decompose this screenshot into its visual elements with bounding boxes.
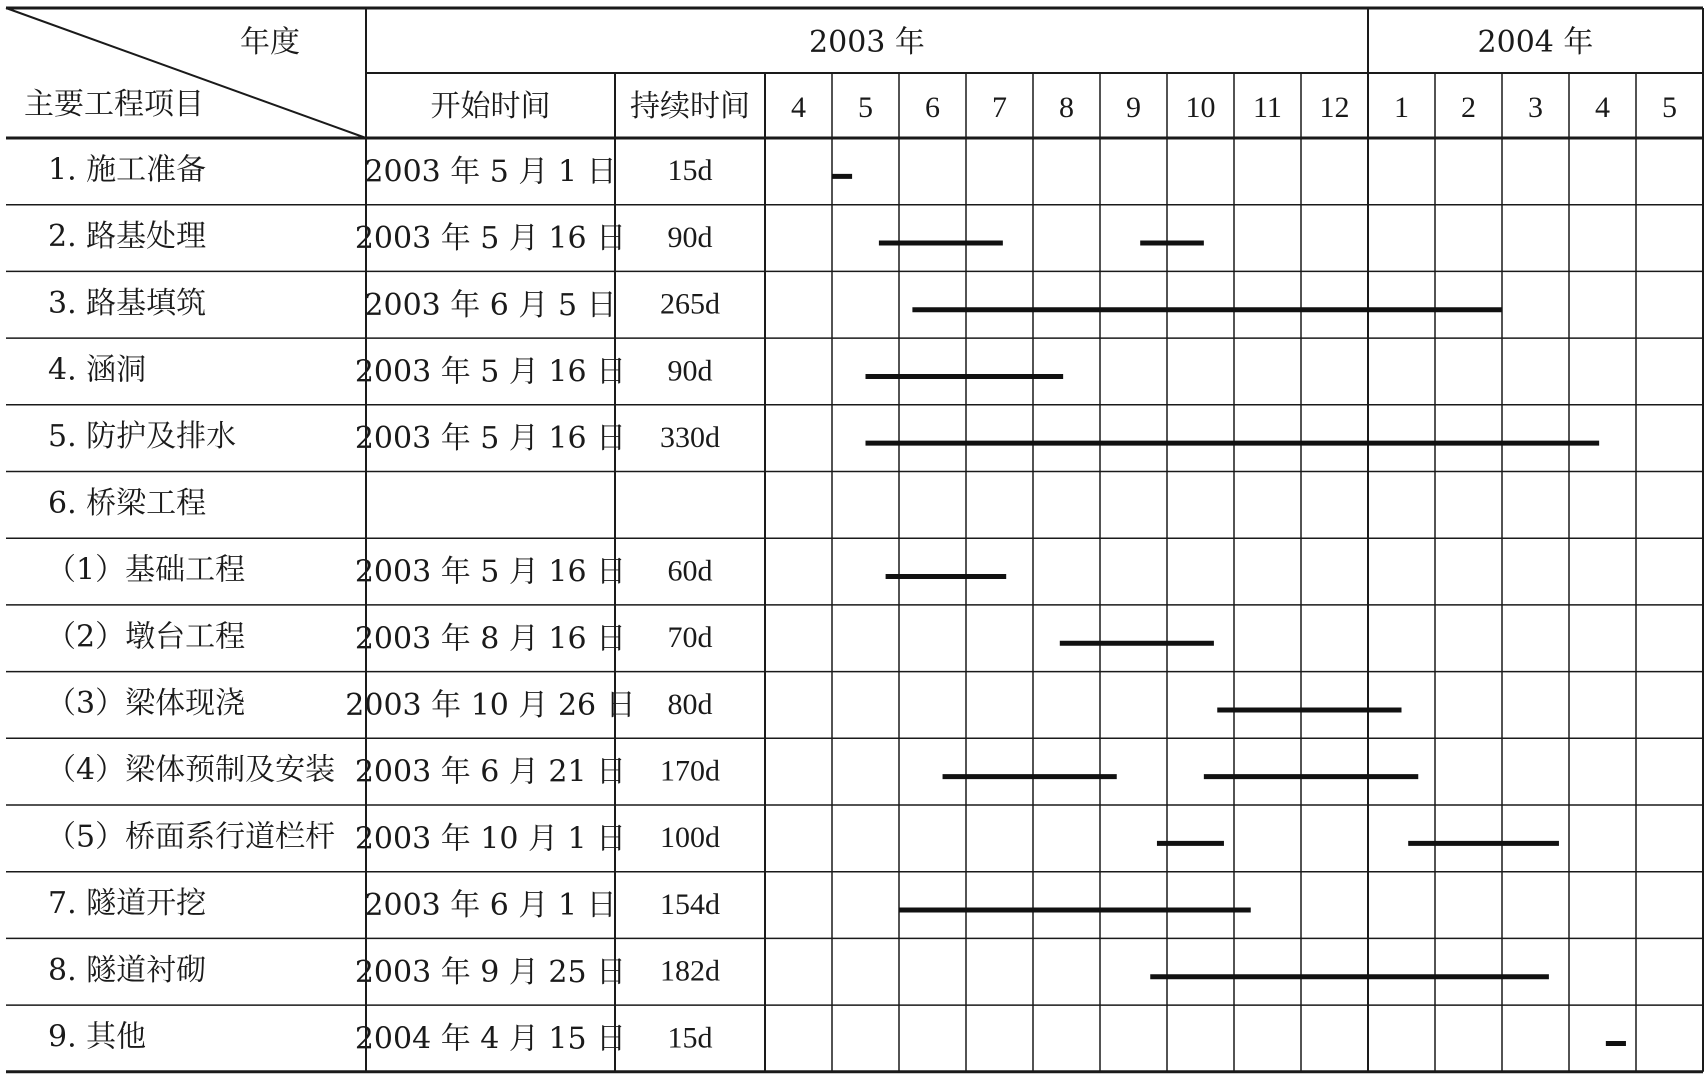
- task-start-date: 2003 年 5 月 16 日: [354, 421, 627, 457]
- corner-label-project: 主要工程项目: [24, 87, 204, 122]
- year-label: 2003 年: [809, 25, 925, 60]
- task-duration: 60d: [667, 554, 713, 588]
- table-row: [48, 219, 713, 256]
- table-row: [48, 953, 720, 990]
- month-label: 9: [1126, 90, 1141, 124]
- task-start-date: 2003 年 5 月 1 日: [364, 154, 617, 190]
- grid-lines: [6, 8, 1703, 1072]
- table-row: [48, 419, 720, 456]
- table-row: [46, 753, 720, 790]
- month-label: 10: [1185, 90, 1216, 124]
- gantt-bars: [832, 176, 1626, 1043]
- task-start-date: 2003 年 6 月 5 日: [364, 287, 617, 323]
- task-name: 9. 其他: [48, 1019, 147, 1055]
- task-start-date: 2003 年 10 月 1 日: [354, 821, 627, 857]
- task-name: 3. 路基填筑: [48, 285, 207, 321]
- task-name: （5）桥面系行道栏杆: [46, 819, 336, 855]
- month-label: 8: [1059, 90, 1074, 124]
- task-start-date: 2004 年 4 月 15 日: [354, 1021, 627, 1057]
- task-duration: 70d: [667, 621, 713, 655]
- month-label: 2: [1461, 90, 1476, 124]
- task-start-date: 2003 年 5 月 16 日: [354, 354, 627, 390]
- month-label: 3: [1528, 90, 1543, 124]
- task-name: （2）墩台工程: [46, 619, 246, 655]
- month-label: 5: [858, 90, 873, 124]
- column-header-duration: 持续时间: [630, 89, 750, 124]
- task-name: 6. 桥梁工程: [48, 485, 207, 521]
- task-start-date: 2003 年 10 月 26 日: [345, 687, 636, 723]
- month-label: 1: [1394, 90, 1409, 124]
- task-duration: 80d: [667, 687, 713, 721]
- month-label: 7: [992, 90, 1007, 124]
- table-row: [46, 819, 720, 856]
- task-name: 7. 隧道开挖: [48, 886, 207, 922]
- table-row: [48, 152, 713, 189]
- task-name: 4. 涵洞: [48, 352, 147, 388]
- task-duration: 330d: [660, 421, 720, 455]
- table-row: [46, 553, 713, 590]
- task-start-date: 2003 年 9 月 25 日: [354, 954, 627, 990]
- column-header-start: 开始时间: [430, 89, 551, 124]
- month-label: 4: [1595, 90, 1610, 124]
- table-row: [48, 1019, 713, 1056]
- task-name: 5. 防护及排水: [48, 419, 237, 455]
- task-start-date: 2003 年 6 月 21 日: [354, 754, 627, 790]
- table-row: [48, 352, 713, 389]
- corner-label-year: 年度: [240, 25, 300, 60]
- task-duration: 90d: [667, 354, 713, 388]
- month-label: 5: [1662, 90, 1677, 124]
- task-duration: 90d: [667, 220, 713, 254]
- task-duration: 182d: [660, 954, 720, 988]
- task-name: （4）梁体预制及安装: [46, 752, 336, 788]
- month-label: 6: [925, 90, 940, 124]
- task-name: 1. 施工准备: [48, 152, 207, 188]
- table-row: [46, 619, 713, 656]
- task-name: 8. 隧道衬砌: [48, 952, 207, 988]
- task-duration: 100d: [660, 821, 720, 855]
- table-row: [48, 286, 720, 323]
- month-label: 4: [791, 90, 806, 124]
- task-name: 2. 路基处理: [48, 219, 207, 255]
- month-label: 11: [1253, 90, 1282, 124]
- task-duration: 170d: [660, 754, 720, 788]
- year-label: 2004 年: [1477, 25, 1594, 60]
- task-start-date: 2003 年 8 月 16 日: [354, 621, 627, 657]
- task-start-date: 2003 年 5 月 16 日: [354, 554, 627, 590]
- task-start-date: 2003 年 6 月 1 日: [364, 888, 617, 924]
- table-row: [46, 686, 713, 723]
- table-row: [48, 886, 720, 923]
- task-name: （1）基础工程: [46, 552, 246, 588]
- task-duration: 15d: [667, 154, 713, 188]
- table-row: [48, 486, 206, 521]
- month-label: 12: [1319, 90, 1350, 124]
- task-duration: 154d: [660, 887, 720, 921]
- task-start-date: 2003 年 5 月 16 日: [354, 221, 627, 257]
- task-duration: 15d: [667, 1021, 713, 1055]
- task-name: （3）梁体现浇: [46, 685, 246, 721]
- task-duration: 265d: [660, 287, 720, 321]
